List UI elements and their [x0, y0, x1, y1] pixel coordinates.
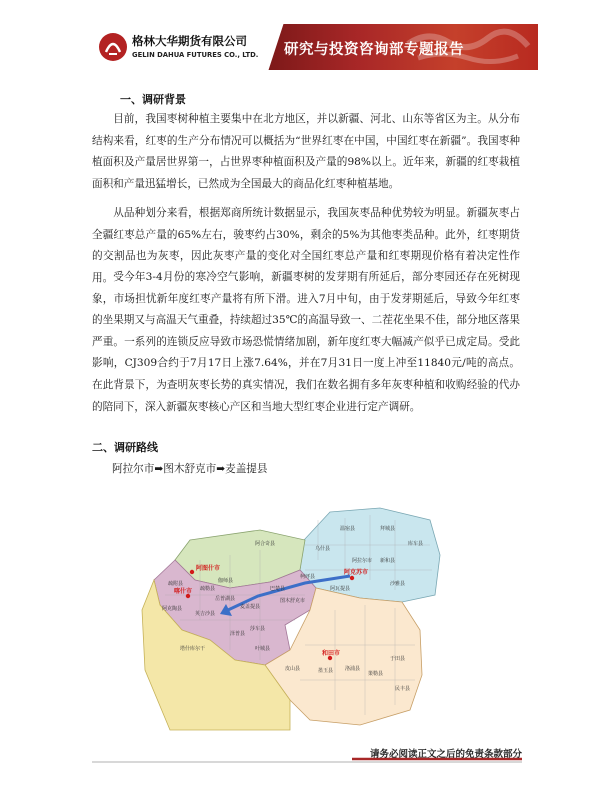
county-label: 柯坪县	[300, 574, 316, 580]
section-heading-background: 一、调研背景	[120, 93, 186, 106]
company-name-cn: 格林大华期货有限公司	[132, 34, 247, 48]
county-label: 乌什县	[315, 546, 331, 552]
company-logo-icon	[98, 32, 128, 62]
county-label: 叶城县	[255, 646, 271, 652]
company-logo	[92, 24, 272, 70]
county-label: 巴楚县	[270, 586, 286, 592]
county-label: 疏勒县	[200, 586, 216, 592]
county-label: 于田县	[390, 656, 406, 662]
city-label-aksu: 阿克苏市	[344, 569, 369, 576]
county-label: 洛浦县	[345, 666, 361, 672]
paragraph-planting-distribution: 目前，我国枣树种植主要集中在北方地区，并以新疆、河北、山东等省区为主。从分布结构来看，红枣的生产分布情况可以概括为“世界红枣在中国，中国红枣在新疆”。我国枣种植面积及产量居世界第一，占世界枣种植面积及产量的98%以上。近年来，新疆的红枣栽植面积和产量迅猛增长，已然成为全国最大的商品化红枣种植基地。	[92, 113, 520, 190]
county-label: 策勒县	[368, 671, 384, 677]
county-label: 英吉沙县	[195, 611, 216, 617]
city-label-atushi: 阿图什市	[196, 565, 221, 572]
county-label: 麦盖提县	[240, 604, 261, 610]
county-label: 温宿县	[340, 526, 356, 532]
southern-xinjiang-map	[140, 500, 450, 735]
survey-route-text: 阿拉尔市➡图木舒克市➡麦盖提县	[112, 463, 268, 475]
county-label: 图木舒克市	[280, 598, 306, 604]
county-label: 伽师县	[218, 578, 234, 584]
county-label: 阿合奇县	[255, 541, 276, 547]
county-label: 新和县	[380, 558, 396, 564]
county-label: 阿瓦提县	[330, 586, 351, 592]
county-label: 库车县	[408, 541, 424, 547]
report-header	[92, 24, 538, 70]
disclaimer-note: 请务必阅读正文之后的免责条款部分	[369, 749, 522, 760]
county-label: 阿拉尔市	[352, 558, 373, 564]
county-label: 民丰县	[395, 686, 411, 692]
paragraph-variety-share: 从品种划分来看，根据郑商所统计数据显示，我国灰枣品种优势较为明显。新疆灰枣占全疆红枣总产量的65%左右，骏枣约占30%，剩余的5%为其他枣类品种。此外，红枣期货的交割品也为灰枣，因此灰枣产量的变化对全国红枣总产量和红枣期现价格有着决定性作用。	[92, 207, 520, 284]
county-label: 疏附县	[168, 581, 184, 587]
county-label: 拜城县	[380, 526, 396, 532]
county-label: 沙雅县	[390, 581, 406, 587]
county-label: 阿克陶县	[162, 606, 183, 612]
county-label: 墨玉县	[318, 668, 334, 674]
county-label: 皮山县	[285, 666, 301, 672]
county-label: 塔什库尔干	[180, 646, 206, 652]
paragraph-weather-impact: 受今年3-4月份的寒冷空气影响，新疆枣树的发芽期有所延后，部分枣园还存在死树现象，市场担忧新年度红枣产量将有所下滑。进入7月中旬，由于发芽期延后，导致今年红枣的坐果期又与高温天气重叠，持续超过35℃的高温导致一、二茬花坐果不佳，部分地区落果严重。一系列的连锁反应导致市场恐慌情绪加剧，新年度红枣大幅减产似乎已成定局。受此影响，CJ309合约于7月17日上涨7.64%，并在7月31日一度上冲至11840元/吨的高点。在此背景下，为查明灰枣长势的真实情况，我们在数名拥有多年灰枣种植和收购经验的代办的陪同下，深入新疆灰枣核心产区和当地大型红枣企业进行定产调研。	[92, 271, 520, 413]
report-type-title: 研究与投资咨询部专题报告	[284, 42, 464, 58]
company-name-en: GELIN DAHUA FUTURES CO., LTD.	[132, 51, 259, 59]
banner-stripe	[262, 24, 283, 70]
report-banner	[262, 24, 538, 70]
county-label: 泽普县	[230, 631, 246, 637]
city-label-hotan: 和田市	[322, 650, 341, 657]
city-label-kashgar: 喀什市	[174, 588, 193, 595]
county-label: 莎车县	[250, 626, 266, 632]
section-heading-route: 二、调研路线	[92, 441, 158, 454]
county-label: 岳普湖县	[215, 596, 236, 602]
